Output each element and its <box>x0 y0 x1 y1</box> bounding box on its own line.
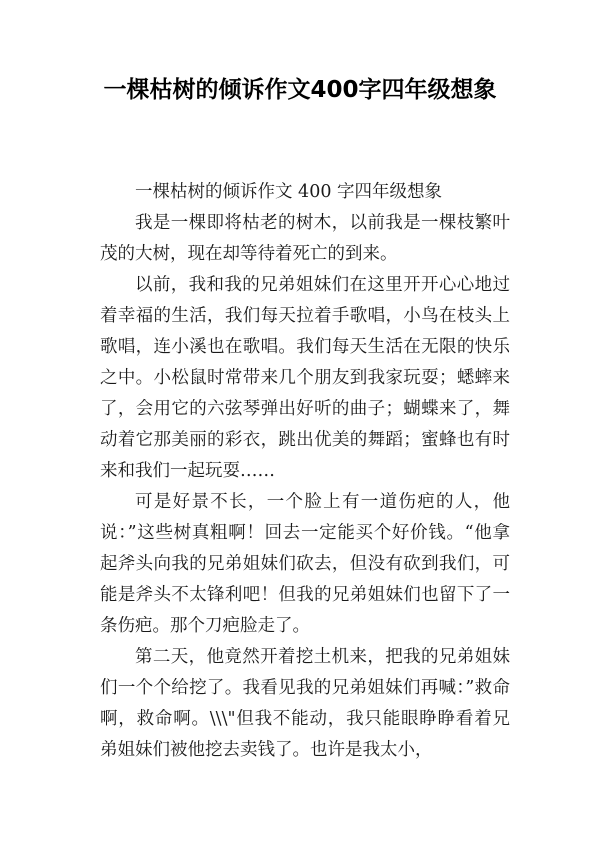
paragraph-excavator: 第二天，他竟然开着挖土机来，把我的兄弟姐妹们一个个给挖了。我看见我的兄弟姐妹们再喊：”救命啊，救命啊。\\\"但我不能动，我只能眼睁睁看着兄弟姐妹们被他挖去卖钱了。也许是我太小， <box>100 647 510 760</box>
paragraph-happy-life: 以前，我和我的兄弟姐妹们在这里开开心心地过着幸福的生活，我们每天拉着手歌唱，小鸟在枝头上歌唱，连小溪也在歌唱。我们每天生活在无限的快乐之中。小松鼠时常带来几个朋友到我家玩耍；蟋蟀来了，会用它的六弦琴弹出好听的曲子；蝴蝶来了，舞动着它那美丽的彩衣，跳出优美的舞蹈；蜜蜂也有时来和我们一起玩耍…… <box>100 275 510 481</box>
document-title: 一棵枯树的倾诉作文400字四年级想象 <box>103 77 497 103</box>
paragraph-subtitle: 一棵枯树的倾诉作文 400 字四年级想象 <box>135 182 443 202</box>
paragraph-intro: 我是一棵即将枯老的树木，以前我是一棵枝繁叶茂的大树，现在却等待着死亡的到来。 <box>100 213 510 264</box>
document-body <box>100 177 510 766</box>
paragraph-scarred-man: 可是好景不长，一个脸上有一道伤疤的人，他说：”这些树真粗啊！回去一定能买个好价钱。“他拿起斧头向我的兄弟姐妹们砍去，但没有砍到我们，可能是斧头不太锋利吧！但我的兄弟姐妹们也留下了一条伤疤。那个刀疤脸走了。 <box>100 492 510 636</box>
